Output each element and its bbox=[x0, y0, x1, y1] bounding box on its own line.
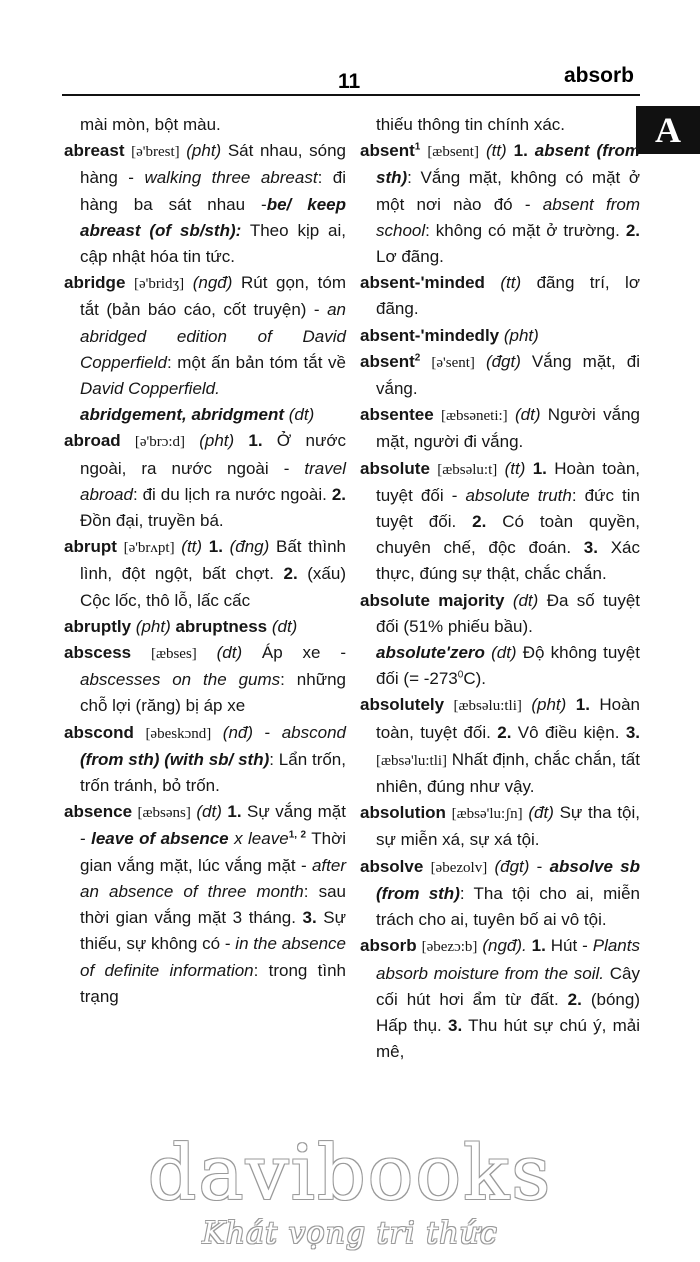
definition: đãng trí, lơ đãng. bbox=[376, 273, 640, 319]
definition: C). bbox=[463, 669, 486, 689]
phrase: absolute'zero bbox=[376, 643, 485, 663]
example: absolute truth bbox=[465, 485, 572, 505]
translation: Cây cối hút hơi ẩm từ đất. bbox=[376, 963, 640, 1009]
headword: absent bbox=[360, 351, 415, 371]
entry-absolute bbox=[360, 456, 640, 588]
part-of-speech: (dt) bbox=[512, 590, 539, 610]
definition: Sát nhau, sóng hàng - bbox=[80, 141, 346, 188]
definition: : Tha tội cho ai, miễn trách cho ai, tuyên bố ai vô tội. bbox=[376, 883, 640, 930]
entry-absent-mindedly bbox=[360, 323, 640, 349]
entry-absolution bbox=[360, 800, 640, 853]
pronunciation: [ə'brest] bbox=[131, 144, 180, 161]
definition: Ở nước ngoài, ra nước ngoài - bbox=[80, 431, 346, 478]
definition: (xấu) Cộc lốc, thô lỗ, lấc cấc bbox=[80, 564, 346, 610]
sense-number: 1. bbox=[221, 802, 242, 822]
definition: Sự tha tội, sự miễn xá, sự xá tội. bbox=[376, 803, 640, 850]
headword: absolution bbox=[360, 803, 446, 823]
example: in the absence of definite information bbox=[80, 934, 346, 980]
part-of-speech: (pht) bbox=[186, 141, 222, 161]
sense-number: 1. bbox=[525, 458, 547, 478]
sense-number: 2. bbox=[283, 564, 298, 584]
pronunciation: [əbezolv] bbox=[430, 859, 488, 876]
example: Plants absorb moisture from the soil. bbox=[376, 936, 640, 983]
sense-number: 1. bbox=[526, 936, 546, 956]
example: walking three abreast bbox=[144, 168, 318, 188]
pronunciation: [æbses] bbox=[150, 646, 197, 663]
entry-absent-minded bbox=[360, 270, 640, 322]
sense-number: 1. bbox=[202, 537, 223, 557]
headword: absent-'minded bbox=[360, 273, 485, 293]
sense-number: 3. bbox=[583, 538, 598, 558]
part-of-speech: (nđ) bbox=[222, 722, 254, 742]
example: travel abroad bbox=[80, 458, 346, 504]
phrase: (from sth) bbox=[80, 749, 160, 769]
sense-number: 3. bbox=[447, 1015, 463, 1035]
headword: abscond bbox=[64, 722, 134, 742]
pronunciation: [æbsəns] bbox=[137, 805, 191, 822]
sense-number: 2. bbox=[331, 484, 346, 504]
part-of-speech: (pht) bbox=[199, 431, 235, 451]
part-of-speech: (pht) bbox=[531, 695, 567, 715]
entry-abridge bbox=[64, 270, 346, 428]
phrase: (with sb/ sth) bbox=[159, 749, 270, 769]
entry-abscess bbox=[64, 640, 346, 720]
continued-definition: thiếu thông tin chính xác. bbox=[376, 115, 566, 134]
watermark-brand: davibooks bbox=[147, 1128, 553, 1217]
definition: Áp xe - bbox=[242, 643, 346, 663]
sense-number: 2. bbox=[567, 989, 582, 1009]
part-of-speech: (đgt) bbox=[494, 856, 530, 876]
definition: Xác thực, đúng sự thật, chắc chắn. bbox=[376, 538, 640, 584]
part-of-speech: (dt) bbox=[514, 405, 541, 425]
example: abscond bbox=[281, 722, 346, 742]
headword: absolve bbox=[360, 856, 424, 876]
entry-absent-1 bbox=[360, 138, 640, 270]
letter-tab: A bbox=[636, 106, 700, 154]
pronunciation: [æbsəlu:tli] bbox=[453, 698, 522, 715]
headword: absolute majority bbox=[360, 590, 505, 610]
translation: : đi hàng ba sát nhau - bbox=[80, 168, 346, 214]
example: abscesses on the gums bbox=[80, 670, 281, 690]
definition: Người vắng mặt, người đi vắng. bbox=[376, 405, 640, 452]
definition: Vắng mặt, đi vắng. bbox=[376, 351, 640, 399]
pronunciation: [æbsəneti:] bbox=[441, 408, 508, 425]
entry-absorb bbox=[360, 933, 640, 1065]
entry-abreast bbox=[64, 138, 346, 270]
definition: Lơ đãng. bbox=[376, 247, 444, 267]
headword: abscess bbox=[64, 643, 132, 663]
sense-number: 1. bbox=[234, 431, 263, 451]
headword: absentee bbox=[360, 405, 434, 425]
definition: Sự vắng mặt - bbox=[80, 802, 346, 849]
definition: : Lẩn trốn, trốn tránh, bỏ trốn. bbox=[80, 749, 346, 796]
part-of-speech: (đgt) bbox=[485, 351, 521, 371]
example: an abridged edition of David Copperfield bbox=[80, 300, 346, 372]
definition: Hoàn toàn, tuyệt đối. bbox=[376, 695, 641, 742]
entry-absent-2 bbox=[360, 349, 640, 402]
definition bbox=[223, 537, 230, 556]
headword: abreast bbox=[64, 141, 125, 161]
example: David Copperfield. bbox=[80, 379, 220, 399]
definition: Vô điều kiện. bbox=[511, 722, 626, 742]
headword: abruptly bbox=[64, 616, 132, 636]
part-of-speech: (tt) bbox=[500, 273, 522, 293]
headword: absence bbox=[64, 802, 133, 822]
continued-definition: mài mòn, bột màu. bbox=[80, 115, 221, 134]
part-of-speech: (dt) bbox=[491, 643, 517, 663]
entry-abruptly bbox=[64, 614, 346, 640]
pronunciation: [æbsə'lu:tli] bbox=[376, 752, 448, 769]
definition: Có toàn quyền, chuyên chế, độc đoán. bbox=[376, 512, 640, 558]
page-number: 11 bbox=[338, 70, 361, 93]
phrase: leave of absence bbox=[91, 829, 229, 849]
sense-number: 2. bbox=[625, 220, 640, 240]
cross-reference-sup: 1, 2 bbox=[288, 829, 307, 841]
sense-number: 3. bbox=[302, 908, 317, 928]
definition: (bóng) Hấp thụ. bbox=[376, 989, 640, 1035]
definition: Rút gọn, tóm tắt (bản báo cáo, cốt truyện) - bbox=[80, 273, 346, 320]
phrase: absent bbox=[527, 141, 590, 161]
watermark-tagline: Khát vọng tri thức bbox=[202, 1216, 498, 1251]
sense-number: 2. bbox=[497, 722, 512, 742]
sense-number: 1. bbox=[506, 141, 528, 161]
translation: : trong tình trạng bbox=[80, 960, 346, 1006]
entry-absolute-majority bbox=[360, 588, 640, 693]
part-of-speech: (tt) bbox=[181, 537, 203, 557]
example: absent from school bbox=[376, 194, 640, 240]
definition: Hút - bbox=[545, 936, 593, 956]
part-of-speech: (tt) bbox=[504, 458, 526, 478]
definition: : Vắng mặt, không có mặt ở một nơi nào đó - bbox=[376, 168, 640, 214]
entry-absentee bbox=[360, 402, 640, 455]
pronunciation: [ə'brɔ:d] bbox=[134, 434, 186, 451]
part-of-speech: (dt) bbox=[196, 802, 222, 822]
translation: : một ấn bản tóm tắt về bbox=[166, 352, 346, 372]
translation: : đi du lịch ra nước ngoài. bbox=[132, 484, 332, 504]
definition: Hoàn toàn, tuyệt đối - bbox=[376, 458, 641, 505]
headword: abridge bbox=[64, 273, 126, 293]
sense-number: 2. bbox=[472, 512, 487, 532]
homograph-number: 1 bbox=[414, 141, 421, 153]
translation: : không có mặt ở trường. bbox=[425, 220, 626, 240]
entry-abroad bbox=[64, 428, 346, 534]
entry-absence bbox=[64, 799, 346, 1010]
homograph-number: 2 bbox=[414, 352, 421, 364]
headword: absorb bbox=[360, 936, 417, 956]
pronunciation: [æbsəlu:t] bbox=[437, 461, 498, 478]
entry-absolve bbox=[360, 854, 640, 934]
phrase: (from sth) bbox=[376, 141, 640, 188]
headword: absent-'mindedly bbox=[360, 325, 500, 345]
pronunciation: [æbsent] bbox=[427, 144, 479, 161]
cross-reference: x leave bbox=[228, 829, 289, 849]
entry-abscond bbox=[64, 720, 346, 800]
part-of-speech: (pht) bbox=[131, 616, 176, 636]
definition: Thời gian vắng mặt, lúc vắng mặt - bbox=[80, 829, 346, 875]
right-column bbox=[360, 112, 640, 1065]
translation: : những chỗ lợi (răng) bị áp xe bbox=[80, 670, 346, 716]
pronunciation: [æbsə'lu:ʃn] bbox=[451, 806, 523, 823]
definition: Nhất định, chắc chắn, tất nhiên, đúng như vậy. bbox=[376, 749, 640, 797]
degree-sup: 0 bbox=[457, 669, 464, 681]
headword: abrupt bbox=[64, 537, 117, 557]
definition: Đa số tuyệt đối (51% phiếu bầu). bbox=[376, 590, 640, 636]
headword: absolute bbox=[360, 458, 430, 478]
definition: - bbox=[529, 856, 550, 876]
pronunciation: [ə'sent] bbox=[431, 354, 475, 371]
header-rule bbox=[62, 94, 640, 96]
definition: Sự thiếu, sự không có - bbox=[80, 908, 346, 954]
translation: : sau thời gian vắng mặt 3 tháng. bbox=[80, 881, 346, 928]
part-of-speech: (dt) bbox=[267, 616, 298, 636]
phrase: be/ keep abreast (of sb/sth): bbox=[80, 194, 346, 240]
pronunciation: [əbeskɔnd] bbox=[145, 725, 212, 742]
left-column bbox=[64, 112, 346, 1010]
definition: Bất thình lình, đột ngột, bất chợt. bbox=[80, 537, 346, 584]
part-of-speech: (đt) bbox=[528, 803, 554, 823]
derived-form: abridgement, abridgment bbox=[80, 405, 285, 425]
translation: : đức tin tuyệt đối. bbox=[376, 485, 641, 532]
part-of-speech: (pht) bbox=[499, 325, 539, 345]
entry-abrupt bbox=[64, 534, 346, 614]
definition: Đồn đại, truyền bá. bbox=[80, 511, 224, 531]
definition: Thu hút sự chú ý, mải mê, bbox=[376, 1015, 640, 1062]
sense-number: 1. bbox=[566, 695, 590, 715]
part-of-speech: (ngđ) bbox=[192, 273, 233, 293]
headword: absolutely bbox=[360, 695, 445, 715]
headword: abruptness bbox=[175, 616, 268, 636]
pronunciation: [ə'brʌpt] bbox=[123, 540, 175, 557]
part-of-speech: (dt) bbox=[216, 643, 243, 663]
definition: Theo kịp ai, cập nhật hóa tin tức. bbox=[80, 220, 346, 267]
part-of-speech: (ngđ). bbox=[482, 936, 527, 956]
sense-number: 3. bbox=[625, 722, 640, 742]
part-of-speech: (tt) bbox=[485, 141, 507, 161]
headword: absent bbox=[360, 141, 415, 161]
pronunciation: [ə'bridʒ] bbox=[133, 276, 185, 293]
phrase: absolve sb (from sth) bbox=[376, 856, 640, 903]
definition: - bbox=[253, 722, 282, 742]
example: after an absence of three month bbox=[80, 855, 346, 901]
usage-tag: (đng) bbox=[229, 537, 270, 557]
guide-word: absorb bbox=[564, 64, 635, 87]
definition: Độ không tuyệt đối (= -273 bbox=[376, 643, 640, 689]
pronunciation: [əbezɔ:b] bbox=[421, 939, 478, 956]
entry-absolutely bbox=[360, 692, 640, 800]
part-of-speech: (dt) bbox=[284, 405, 315, 425]
headword: abroad bbox=[64, 431, 121, 451]
